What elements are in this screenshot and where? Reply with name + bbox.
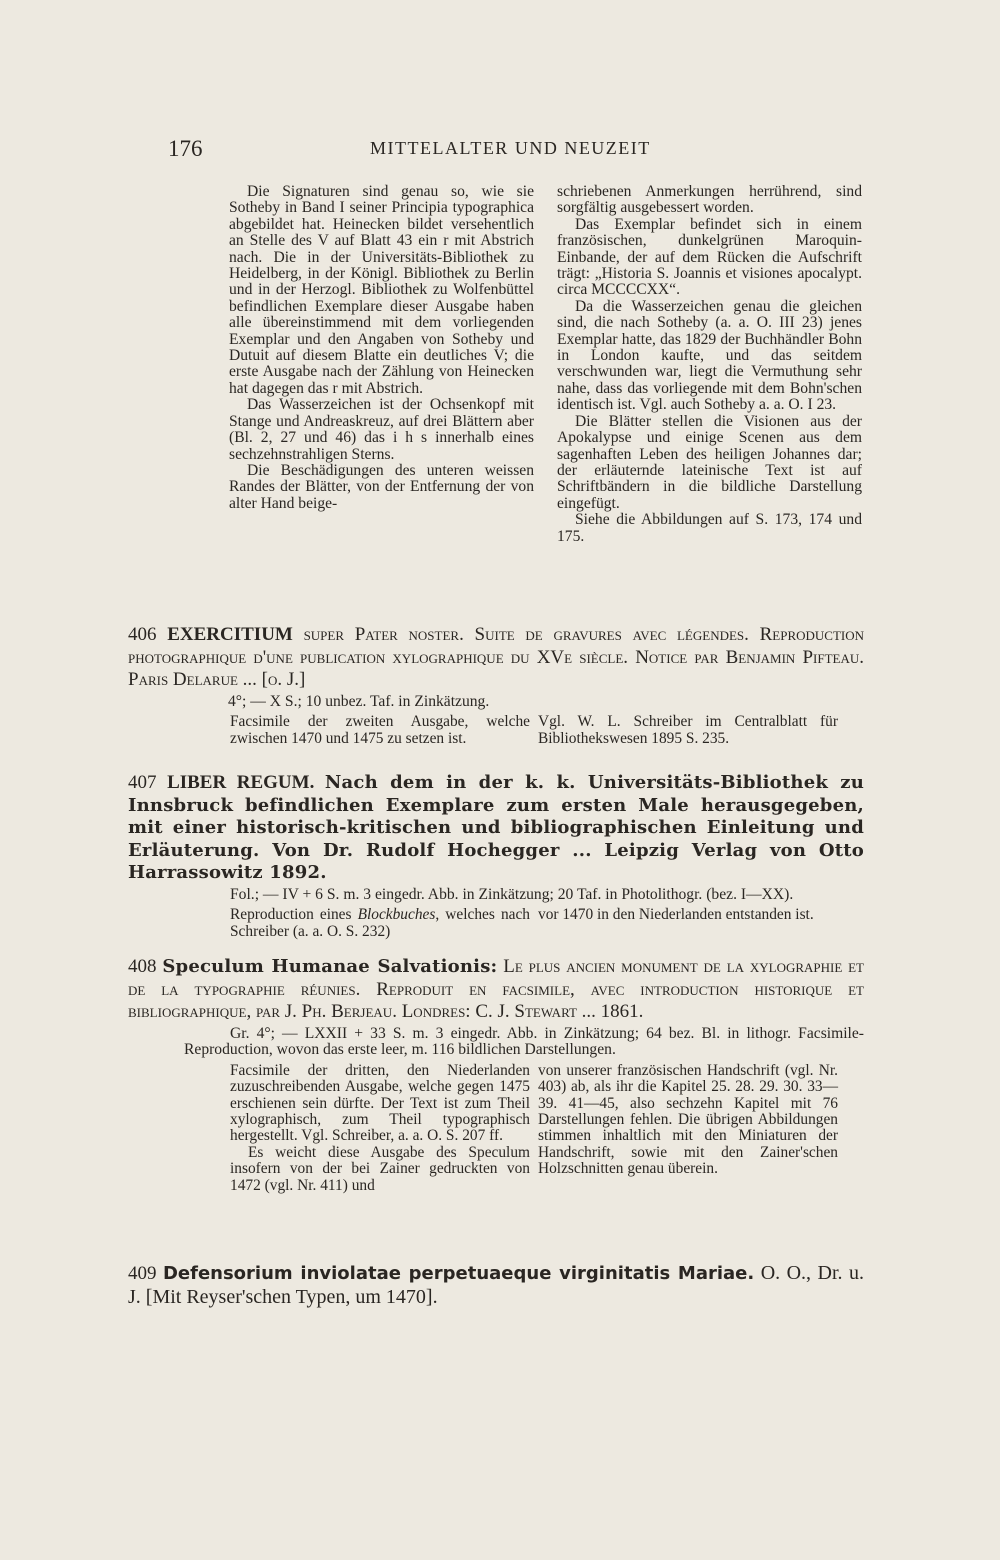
entry-heading	[128, 624, 864, 692]
note-left: Facsimile der zweiten Ausgabe, welche zwischen 1470 und 1475 zu setzen ist.	[230, 713, 530, 747]
note-left	[230, 907, 530, 940]
entry-title: EXERCITIUM	[167, 624, 293, 645]
paragraph: Die Signaturen sind genau so, wie sie Sotheby in Band I seiner Principia typographica abgebildet hat. Heinecken bildet versehentlich an Stelle des V auf Blatt 43 ein r mit Abstrich nach. Die in der Universitäts-Bibliothek zu Heidelberg, in der Königl. Bibliothek zu Berlin und in der Herzogl. Bibliothek zu Wolfenbüttel befindlichen Exemplare dieser Ausgabe haben alle übereinstimmend mit dem vorliegenden Exemplar und den Angaben von Sotheby und Dutuit auf diesem Blatte ein deutliches V; die erste Ausgabe nach der Zählung von Heinecken hat dagegen das r mit Abstrich.	[229, 183, 534, 397]
entry-collation: 4°; — X S.; 10 unbez. Taf. in Zinkätzung.	[228, 692, 490, 710]
entry-heading	[128, 772, 864, 885]
paragraph: Das Wasserzeichen ist der Ochsenkopf mit Stange und Andreaskreuz, auf drei Blättern aber (Bl. 2, 27 und 46) das i h s innerhalb eines sechzehnstrahligen Sterns.	[229, 396, 534, 463]
paragraph: Die Blätter stellen die Visionen aus der Apokalypse und einige Scenen aus dem sagenhaften Leben des heiligen Johannes dar; der erläuternde lateinische Text ist auf Schriftbändern in die bildliche Darstellung eingefügt.	[557, 412, 862, 512]
entry-collation: Gr. 4°; — LXXII + 33 S. m. 3 eingedr. Abb. in Zinkätzung; 64 bez. Bl. in lithogr. Facsimile-Reproduction, wovon das erste leer, m. 116 bildlichen Darstellungen.	[184, 1024, 864, 1059]
note-italic: Blockbuches	[357, 906, 436, 924]
paragraph: Da die Wasserzeichen genau die gleichen sind, die nach Sotheby (a. a. O. III 23) jenes Exemplar hatte, das 1829 der Buchhändler Bohn in London kaufte, und das seitdem verschwunden war, liegt die Vermuthung sehr nahe, dass das vorliegende mit dem Bohn'schen identisch ist. Vgl. auch Sotheby a. a. O. I 23.	[557, 297, 862, 414]
entry-407	[128, 772, 864, 947]
entry-number: 409	[128, 1263, 157, 1284]
right-column	[557, 184, 862, 545]
entry-title-rest: Le plus ancien monument de la xylographie et de la typographie réunies. Reproduit en facsimile, avec introduction historique et bibliographique, par J. Ph. Berjeau. Londres: C. J. Stewart ... 1861.	[128, 956, 865, 1022]
page-header	[168, 136, 672, 162]
entry-title-rest: super Pater noster.	[303, 624, 464, 645]
note-right: vor 1470 in den Niederlanden entstanden ist.	[538, 906, 814, 924]
paragraph: Siehe die Abbildungen auf S. 173, 174 und 175.	[557, 511, 862, 545]
entry-title: LIBER REGUM.	[167, 772, 315, 793]
note-text: Reproduction eines	[230, 906, 358, 924]
entry-406	[128, 624, 864, 754]
page-number: 176	[168, 136, 203, 161]
paragraph: Es weicht diese Ausgabe des Speculum insofern von der bei Zainer gedruckten von 1472 (vgl. Nr. 411) und	[230, 1143, 530, 1194]
left-column	[229, 184, 534, 512]
note-text: , welches nach Schreiber (a. a. O. S. 232)	[230, 906, 530, 940]
entry-409	[128, 1262, 864, 1308]
entry-notes	[128, 714, 864, 754]
entry-408	[128, 956, 864, 1223]
entry-notes	[128, 1063, 864, 1223]
entry-collation: Fol.; — IV + 6 S. m. 3 eingedr. Abb. in Zinkätzung; 20 Taf. in Photolithogr. (bez. I—XX).	[230, 885, 794, 903]
entry-heading	[128, 956, 864, 1024]
entry-number: 406	[128, 624, 157, 645]
paragraph: Facsimile der dritten, den Niederlanden zuzuschreibenden Ausgabe, welche gegen 1475 erschienen sein dürfte. Der Text ist zum Theil xylographisch, zum Theil typographisch hergestellt. Vgl. Schreiber, a. a. O. S. 207 ff.	[230, 1061, 530, 1145]
entry-title-rest: Nach dem in der k. k. Universitäts-Bibliothek zu Innsbruck befindlichen Exemplare zum ersten Male herausgegeben, mit einer historisch-kritischen und bibliographischen Einleitung und Erläuterung. Von Dr. Rudolf Hochegger ... Leipzig Verlag von Otto Harrassowitz 1892.	[128, 772, 864, 883]
entry-number: 407	[128, 772, 157, 793]
entry-imprint: O. O., Dr. u. J. [Mit Reyser'schen Typen, um 1470].	[128, 1262, 864, 1308]
entry-imprint: Suite de gravures avec légendes. Reproduction photographique d'une publication xylographique du XVe siècle. Notice par Benjamin Pifteau. Paris Delarue ... [o. J.]	[128, 624, 865, 690]
entry-title: Defensorium inviolatae perpetuaeque virginitatis Mariae.	[162, 1263, 755, 1284]
paragraph: schriebenen Anmerkungen herrührend, sind sorgfältig ausgebessert worden.	[557, 183, 862, 217]
note-left	[230, 1063, 530, 1194]
entry-title: Speculum Humanae Salvationis:	[162, 956, 498, 977]
paragraph: Das Exemplar befindet sich in einem französischen, dunkelgrünen Maroquin-Einbande, der auf dem Rücken die Aufschrift trägt: „Historia S. Joannis et visiones apocalypt. circa MCCCCXX“.	[557, 215, 862, 299]
entry-number: 408	[128, 956, 157, 977]
paragraph: Die Beschädigungen des unteren weissen Randes der Blätter, von der Entfernung der von alter Hand beige-	[229, 461, 534, 512]
entry-heading	[128, 1262, 864, 1308]
note-right: von unserer französischen Handschrift (vgl. Nr. 403) ab, als ihr die Kapitel 25. 28. 29. 30. 33—39. 41—45, also sechzehn Kapitel mit 76 Darstellungen fehlen. Die übrigen Abbildungen stimmen inhaltlich mit den Miniaturen der Handschrift, sowie mit den Zainer'schen Holzschnitten genau überein.	[538, 1061, 838, 1178]
running-title: MITTELALTER UND NEUZEIT	[370, 138, 651, 158]
note-right: Vgl. W. L. Schreiber im Centralblatt für Bibliothekswesen 1895 S. 235.	[538, 713, 838, 747]
entry-notes	[128, 907, 864, 947]
